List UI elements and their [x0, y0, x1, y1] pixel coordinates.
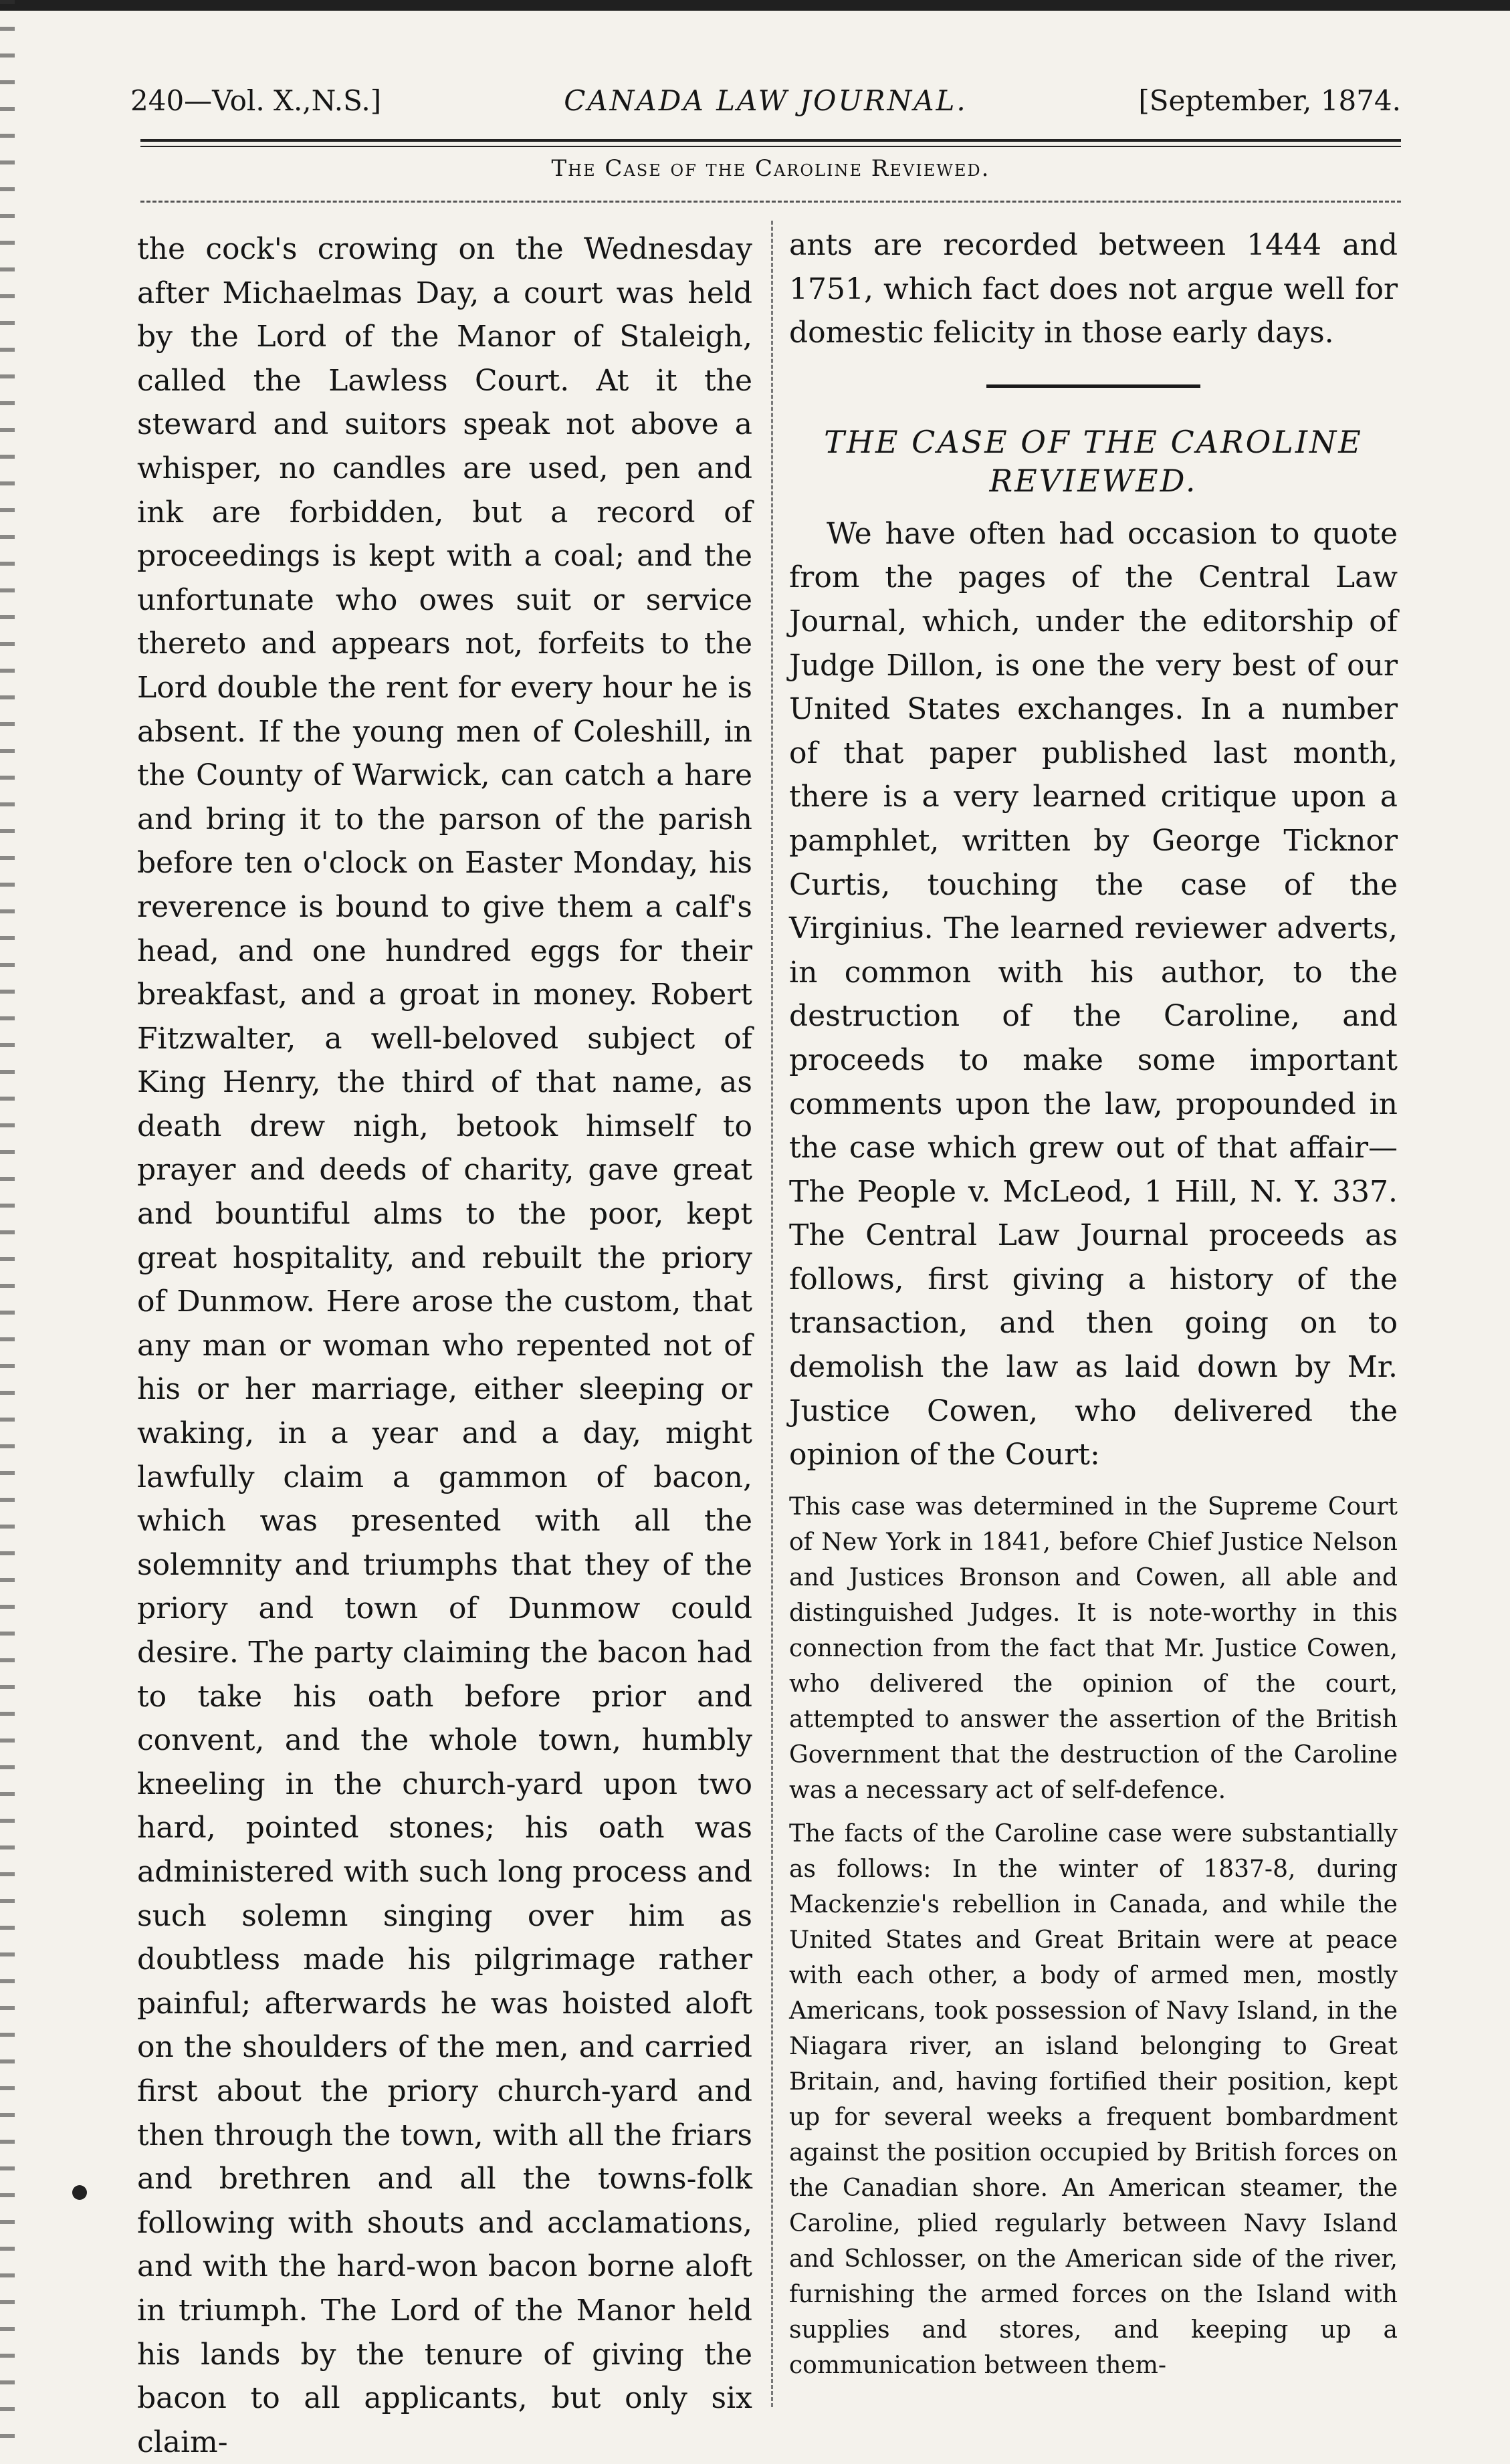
article-intro: We have often had occasion to quote from the pages of the Central Law Journal, which, under the editorship of Judge Dillon, is one the very best of our United States exchanges. In a number of that paper published last month, there is a very learned critique upon a pamphlet, written by George Ticknor Curtis, touching the case of the Virginius. The learned reviewer adverts, in common with his author, to the destruction of the Caroline, and proceeds to make some important comments upon the law, propounded in the case which grew out of that affair—The People v. McLeod, 1 Hill, N. Y. 337. The Central Law Journal proceeds as follows, first giving a history of the transaction, and then going on to demolish the law as laid down by Mr. Justice Cowen, who delivered the opinion of the Court:	[789, 516, 1398, 1472]
header-rule-thick	[140, 139, 1401, 142]
quote-paragraph-1: This case was determined in the Supreme Court of New York in 1841, before Chief Justice Nelson and Justices Bronson and Cowen, all able and distinguished Judges. It is note-worthy in this connection from the fact that Mr. Justice Cowen, who delivered the opinion of the court, attempted to answer the assertion of the British Government that the destruction of the Caroline was a necessary act of self-defence.	[789, 1492, 1398, 1804]
page-volume: 240—Vol. X.,N.S.]	[130, 84, 382, 117]
section-subheader: The Case of the Caroline Reviewed.	[551, 155, 990, 182]
issue-date: [September, 1874.	[1138, 84, 1401, 117]
running-header	[130, 79, 1401, 132]
article-title-line2: REVIEWED.	[989, 462, 1198, 499]
left-column	[137, 227, 752, 2464]
column-divider	[771, 221, 773, 2407]
article-separator	[986, 384, 1200, 388]
article-title	[789, 423, 1398, 500]
ink-blot-mark	[72, 2185, 87, 2200]
scan-top-edge	[0, 0, 1510, 11]
quote-paragraph-2: The facts of the Caroline case were substantially as follows: In the winter of 1837-8, during Mackenzie's rebellion in Canada, and while the United States and Great Britain were at peace with each other, a body of armed men, mostly Americans, took possession of Navy Island, in the Niagara river, an island belonging to Great Britain, and, having fortified their position, kept up for several weeks a frequent bombardment against the position occupied by British forces on the Canadian shore. An American steamer, the Caroline, plied regularly between Navy Island and Schlosser, on the American side of the river, furnishing the armed forces on the Island with supplies and stores, and keeping up a communication between them-	[789, 1819, 1398, 2379]
continuation-text: ants are recorded between 1444 and 1751, which fact does not argue well for domestic felicity in those early days.	[789, 228, 1398, 350]
left-column-text: the cock's crowing on the Wednesday after Michaelmas Day, a court was held by the Lord of the Manor of Staleigh, called the Lawless Court. At it the steward and suitors speak not above a whisper, no candles are used, pen and ink are forbidden, but a record of proceedings is kept with a coal; and the unfortunate who owes suit or service thereto and appears not, forfeits to the Lord double the rent for every hour he is absent. If the young men of Coleshill, in the County of Warwick, can catch a hare and bring it to the parson of the parish before ten o'clock on Easter Monday, his reverence is bound to give them a calf's head, and one hundred eggs for their breakfast, and a groat in money. Robert Fitzwalter, a well-beloved subject of King Henry, the third of that name, as death drew nigh, betook himself to prayer and deeds of charity, gave great and bountiful alms to the poor, kept great hospitality, and rebuilt the priory of Dunmow. Here arose the custom, that any man or woman who repented not of his or her marriage, either sleeping or waking, in a year and a day, might lawfully claim a gammon of bacon, which was presented with all the solemnity and triumphs that they of the priory and town of Dunmow could desire. The party claiming the bacon had to take his oath before prior and convent, and the whole town, humbly kneeling in the church-yard upon two hard, pointed stones; his oath was administered with such long process and such solemn singing over him as doubtless made his pilgrimage rather painful; afterwards he was hoisted aloft on the shoulders of the men, and carried first about the priory church-yard and then through the town, with all the friars and brethren and all the towns-folk following with shouts and acclamations, and with the hard-won bacon borne aloft in triumph. The Lord of the Manor held his lands by the tenure of giving the bacon to all applicants, but only six claim-	[137, 232, 752, 2459]
journal-title: CANADA LAW JOURNAL.	[564, 84, 968, 117]
article-title-line1: THE CASE OF THE CAROLINE	[824, 423, 1363, 460]
header-rule-thin	[140, 146, 1401, 147]
quoted-extract	[789, 1489, 1398, 2383]
subheader-rule	[140, 201, 1401, 203]
right-column	[789, 223, 1398, 2383]
scan-left-bleed	[0, 0, 15, 2447]
